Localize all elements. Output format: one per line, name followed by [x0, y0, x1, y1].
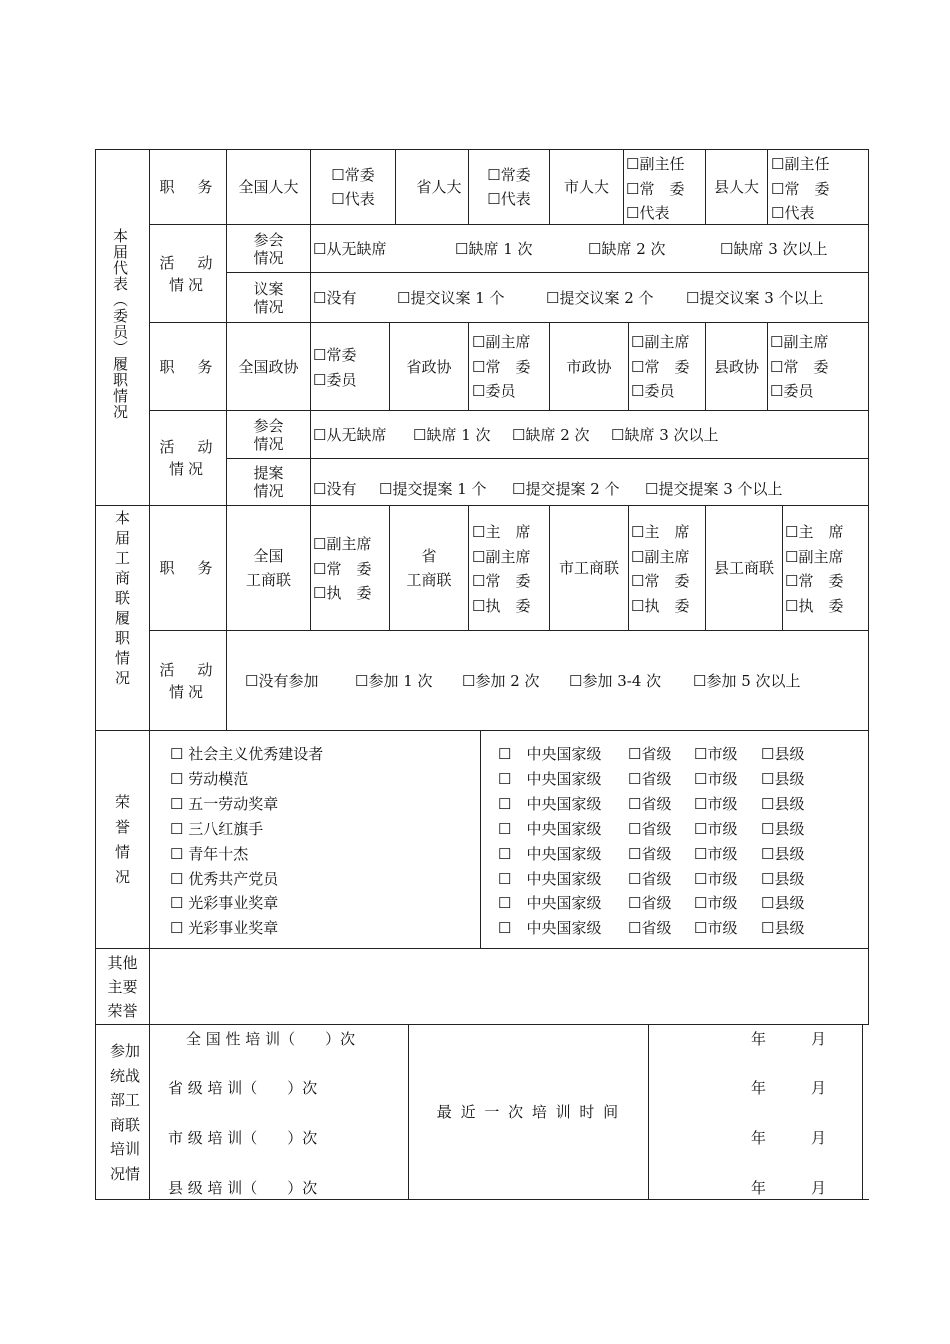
honor-level-city[interactable]: ☐市级 [694, 869, 738, 888]
npc-city-label: 市人大 [563, 178, 609, 196]
honor-level-city[interactable]: ☐市级 [694, 745, 738, 763]
section-acfic-label: 本届工商联履职情况 [113, 510, 131, 690]
npc-duty-label: 职 务 [159, 178, 217, 196]
honor-title-2[interactable]: ☐ 劳动模范 [170, 769, 249, 788]
cppcc-meeting-opt-3[interactable]: ☐缺席 2 次 [512, 426, 590, 444]
npc-county-label: 县人大 [713, 178, 759, 196]
cppcc-province-label: 省政协 [406, 357, 452, 376]
cppcc-motion-opt-1[interactable]: ☐没有 [313, 480, 357, 498]
honor-level-county[interactable]: ☐县级 [761, 919, 805, 938]
honor-level-national[interactable]: ☐ 中央国家级 [498, 819, 602, 838]
acfic-national-label: 全国 工商联 [245, 547, 291, 589]
cppcc-city-label: 市政协 [566, 357, 612, 376]
honor-level-province[interactable]: ☐省级 [628, 869, 672, 888]
honor-level-province[interactable]: ☐省级 [628, 894, 672, 913]
acfic-activity-opt-4[interactable]: ☐参加 3-4 次 [569, 672, 662, 690]
other-honors-label: 其他 主要 荣誉 [107, 953, 138, 1020]
npc-national-options[interactable]: ☐常委 ☐代表 [331, 166, 375, 208]
honor-title-6[interactable]: ☐ 优秀共产党员 [170, 869, 279, 888]
acfic-province-label: 省 工商联 [406, 547, 452, 589]
honor-level-county[interactable]: ☐县级 [761, 869, 805, 888]
cppcc-meeting-label: 参会 情况 [253, 416, 284, 453]
acfic-county-label: 县工商联 [713, 559, 774, 577]
honors-label: 荣 誉 情 况 [114, 793, 130, 887]
honor-level-national[interactable]: ☐ 中央国家级 [498, 894, 602, 913]
honor-level-county[interactable]: ☐县级 [761, 819, 805, 838]
cppcc-meeting-opt-1[interactable]: ☐从无缺席 [313, 426, 387, 444]
npc-meeting-opt-4[interactable]: ☐缺席 3 次以上 [720, 240, 828, 258]
npc-motion-opt-2[interactable]: ☐提交议案 1 个 [397, 289, 505, 307]
honor-title-1[interactable]: ☐ 社会主义优秀建设者 [170, 745, 324, 763]
honor-level-national[interactable]: ☐ 中央国家级 [498, 869, 602, 888]
npc-province-options[interactable]: ☐常委 ☐代表 [487, 166, 531, 208]
honor-level-county[interactable]: ☐县级 [761, 769, 805, 788]
cppcc-city-options[interactable]: ☐副主席 ☐常 委 ☐委员 [631, 333, 690, 400]
honor-level-national-col [498, 742, 601, 941]
npc-meeting-label: 参会 情况 [253, 230, 284, 267]
npc-province-label: 省人大 [416, 178, 462, 196]
acfic-activity-opt-2[interactable]: ☐参加 1 次 [355, 672, 433, 690]
cppcc-activity-label: 活 动 情况 [159, 438, 217, 478]
acfic-city-options[interactable]: ☐主 席 ☐副主席 ☐常 委 ☐执 委 [631, 523, 690, 615]
honor-level-province-col [628, 742, 671, 941]
npc-motion-opt-4[interactable]: ☐提交议案 3 个以上 [686, 289, 824, 307]
honor-level-province[interactable]: ☐省级 [628, 794, 672, 813]
cppcc-national-options[interactable]: ☐常委 ☐委员 [313, 346, 357, 389]
honor-level-county[interactable]: ☐县级 [761, 894, 805, 913]
training-recent-label: 最 近 一 次 培 训 时 间 [436, 1103, 621, 1121]
cppcc-meeting-opt-4[interactable]: ☐缺席 3 次以上 [611, 426, 719, 444]
training-county[interactable]: 县 级 培 训（ ）次 [168, 1179, 318, 1197]
acfic-duty-label: 职 务 [159, 559, 217, 577]
honor-level-city-col [694, 742, 737, 941]
cppcc-duty-label: 职 务 [159, 357, 217, 376]
cppcc-motion-opt-3[interactable]: ☐提交提案 2 个 [512, 480, 620, 498]
honor-level-province[interactable]: ☐省级 [628, 844, 672, 863]
honor-level-city[interactable]: ☐市级 [694, 769, 738, 788]
cppcc-province-options[interactable]: ☐副主席 ☐常 委 ☐委员 [472, 333, 531, 400]
acfic-province-options[interactable]: ☐主 席 ☐副主席 ☐常 委 ☐执 委 [472, 523, 531, 615]
cppcc-county-options[interactable]: ☐副主席 ☐常 委 ☐委员 [770, 333, 829, 400]
honor-level-city[interactable]: ☐市级 [694, 844, 738, 863]
cppcc-motion-opt-2[interactable]: ☐提交提案 1 个 [379, 480, 487, 498]
acfic-activity-label: 活 动 情况 [159, 660, 217, 701]
acfic-activity-opt-1[interactable]: ☐没有参加 [245, 672, 319, 690]
honor-title-8[interactable]: ☐ 光彩事业奖章 [170, 919, 279, 938]
honor-level-city[interactable]: ☐市级 [694, 894, 738, 913]
acfic-activity-opt-5[interactable]: ☐参加 5 次以上 [693, 672, 801, 690]
npc-city-options[interactable]: ☐副主任 ☐常 委 ☐代表 [626, 155, 685, 222]
section-deputy-label: 本届代表（委员）履职情况 [111, 228, 129, 420]
honor-level-national[interactable]: ☐ 中央国家级 [498, 794, 602, 813]
npc-county-options[interactable]: ☐副主任 ☐常 委 ☐代表 [771, 155, 830, 222]
cppcc-county-label: 县政协 [713, 357, 759, 376]
honor-level-national[interactable]: ☐ 中央国家级 [498, 745, 602, 763]
honor-level-county[interactable]: ☐县级 [761, 745, 805, 763]
npc-meeting-opt-2[interactable]: ☐缺席 1 次 [455, 240, 533, 258]
honor-level-province[interactable]: ☐省级 [628, 819, 672, 838]
training-city[interactable]: 市 级 培 训（ ）次 [168, 1129, 318, 1147]
honor-level-county-col [761, 742, 804, 941]
npc-activity-label: 活 动 情况 [159, 253, 217, 294]
training-national[interactable]: 全 国 性 培 训（ ）次 [186, 1030, 356, 1048]
npc-motion-opt-1[interactable]: ☐没有 [313, 289, 357, 307]
training-date-2[interactable]: 年 月 [751, 1079, 827, 1097]
npc-motion-label: 议案 情况 [253, 279, 284, 316]
other-honors-field[interactable] [152, 952, 864, 1020]
training-date-3[interactable]: 年 月 [751, 1129, 827, 1147]
honor-level-county[interactable]: ☐县级 [761, 844, 805, 863]
honor-level-city[interactable]: ☐市级 [694, 794, 738, 813]
npc-meeting-opt-1[interactable]: ☐从无缺席 [313, 240, 387, 258]
npc-national-label: 全国人大 [238, 178, 299, 196]
cppcc-meeting-opt-2[interactable]: ☐缺席 1 次 [413, 426, 491, 444]
honor-title-4[interactable]: ☐ 三八红旗手 [170, 819, 264, 838]
training-date-4[interactable]: 年 月 [751, 1179, 827, 1197]
cppcc-motion-opt-4[interactable]: ☐提交提案 3 个以上 [645, 480, 783, 498]
honor-level-county[interactable]: ☐县级 [761, 794, 805, 813]
acfic-national-options[interactable]: ☐副主席 ☐常 委 ☐执 委 [313, 535, 372, 602]
honor-level-national[interactable]: ☐ 中央国家级 [498, 769, 602, 788]
cppcc-national-label: 全国政协 [238, 357, 299, 376]
honor-title-3[interactable]: ☐ 五一劳动奖章 [170, 794, 279, 813]
training-date-1[interactable]: 年 月 [751, 1030, 827, 1048]
honor-level-city[interactable]: ☐市级 [694, 819, 738, 838]
acfic-county-options[interactable]: ☐主 席 ☐副主席 ☐常 委 ☐执 委 [785, 523, 844, 615]
acfic-city-label: 市工商联 [558, 559, 619, 577]
honors-title-list [170, 742, 323, 941]
honor-level-national[interactable]: ☐ 中央国家级 [498, 919, 602, 938]
honor-level-province[interactable]: ☐省级 [628, 919, 672, 938]
honor-level-province[interactable]: ☐省级 [628, 769, 672, 788]
honor-level-city[interactable]: ☐市级 [694, 919, 738, 938]
honor-level-national[interactable]: ☐ 中央国家级 [498, 844, 602, 863]
training-label: 参加 统战 部工 商联 培训 况情 [109, 1042, 140, 1183]
honor-title-5[interactable]: ☐ 青年十杰 [170, 844, 249, 863]
cppcc-motion-label: 提案 情况 [253, 464, 284, 500]
npc-motion-opt-3[interactable]: ☐提交议案 2 个 [546, 289, 654, 307]
npc-meeting-opt-3[interactable]: ☐缺席 2 次 [588, 240, 666, 258]
acfic-activity-opt-3[interactable]: ☐参加 2 次 [462, 672, 540, 690]
honor-level-province[interactable]: ☐省级 [628, 745, 672, 763]
training-province[interactable]: 省 级 培 训（ ）次 [168, 1079, 318, 1097]
honor-title-7[interactable]: ☐ 光彩事业奖章 [170, 894, 279, 913]
